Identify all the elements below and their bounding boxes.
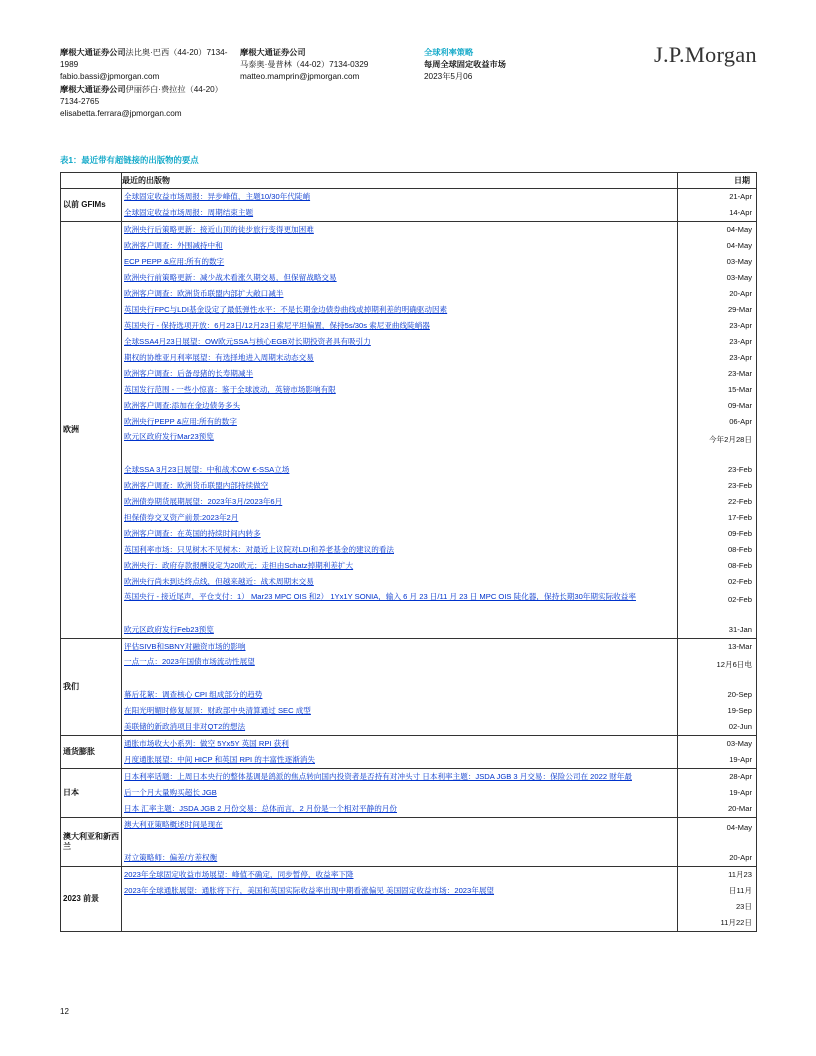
strategy-label: 全球利率策略 <box>424 48 474 57</box>
publication-link[interactable]: 全球固定收益市场周报：周期结束主题 <box>124 208 254 217</box>
publication-date: 04-May <box>726 241 752 250</box>
publication-link[interactable]: 一点一点：2023年国债市场流动性展望 <box>124 657 255 666</box>
category-cell: 2023 前景 <box>61 867 122 932</box>
publication-link[interactable]: 欧元区政府发行Mar23预览 <box>124 432 214 441</box>
publication-date: 11月23 <box>728 870 752 879</box>
publication-date: 06-Apr <box>729 417 752 426</box>
publication-link[interactable]: 对立策略师：偏差/方差权衡 <box>124 853 218 862</box>
category-cell: 我们 <box>61 639 122 736</box>
contact-block-1 <box>60 47 228 120</box>
category-cell: 澳大利亚和新西兰 <box>61 818 122 867</box>
report-name: 每周全球固定收益市场 <box>424 60 506 70</box>
publications-cell <box>122 769 678 818</box>
publications-table <box>60 172 757 932</box>
publication-link[interactable]: 欧元区政府发行Feb23预览 <box>124 625 214 634</box>
category-header <box>61 173 122 189</box>
contact-block-2 <box>240 47 415 84</box>
contact3-email[interactable]: matteo.mamprin@jpmorgan.com <box>240 72 360 82</box>
publication-link[interactable]: 欧洲客户调查：在英国的持续时间内转多 <box>124 529 261 538</box>
publications-cell <box>122 222 678 639</box>
publication-date: 23-Feb <box>727 465 752 474</box>
table-group-row <box>61 769 757 818</box>
publication-date: 31-Jan <box>728 625 752 634</box>
contact1-name: 法比奥·巴西（44-20）7134-1989 <box>60 48 228 70</box>
publication-date: 23日 <box>735 902 752 911</box>
contact3-firm: 摩根大通证券公司 <box>240 48 306 57</box>
publication-date: 03-May <box>726 739 752 748</box>
publication-date: 23-Mar <box>727 369 752 378</box>
publication-link[interactable]: 评估SIVB和SBNY对融资市场的影响 <box>124 642 246 651</box>
publication-link[interactable]: 欧洲客户调查：后备母猪的长寿期减半 <box>124 369 254 378</box>
date-header: 日期 <box>678 173 757 189</box>
publication-link[interactable]: 英国发行范围 - 一些小惊喜：鉴于全球波动，英镑市场影响有限 <box>124 385 336 394</box>
publication-date: 今年2月28日 <box>708 435 752 444</box>
publication-link[interactable]: 欧洲客户调查：欧洲货币联盟内部持续做空 <box>124 481 269 490</box>
publication-link[interactable]: 英国利率市场：只见树木不见树木：对最近上议院对LDI和养老基金的建议的看法 <box>124 545 395 554</box>
publications-cell <box>122 867 678 932</box>
publication-date: 15-Mar <box>727 385 752 394</box>
dates-cell <box>678 639 757 736</box>
publication-link[interactable]: 日本利率话题：上周日本央行的整体基调是鸽派的焦点转向国内投资者是否持有对冲头寸 日本利率主题：JSDA JGB 3 月交易：保险公司在 2022 财年最 <box>124 772 632 781</box>
dates-cell <box>678 769 757 818</box>
publication-link[interactable]: 全球SSA4月23日展望：OW欧元SSA与核心EGB对长期投资者具有吸引力 <box>124 337 371 346</box>
category-cell: 以前 GFIMs <box>61 189 122 222</box>
table-group-row <box>61 222 757 639</box>
publication-date: 日11月 <box>728 886 752 895</box>
publication-link[interactable]: ECP PEPP &应用:所有的数字 <box>124 257 225 266</box>
publication-date: 04-May <box>726 225 752 234</box>
publication-date: 11月22日 <box>720 918 752 927</box>
publication-date: 23-Apr <box>729 321 752 330</box>
publication-date: 19-Sep <box>727 706 752 715</box>
contact2-firm: 摩根大通证券公司 <box>60 84 126 94</box>
publication-date: 21-Apr <box>729 192 752 201</box>
table-group-row <box>61 736 757 769</box>
publication-link[interactable]: 欧洲央行PEPP &应用:所有的数字 <box>124 417 237 426</box>
publication-date: 20-Sep <box>727 690 752 699</box>
table-group-row <box>61 639 757 736</box>
dates-cell <box>678 818 757 867</box>
publication-date: 28-Apr <box>729 772 752 781</box>
dates-cell <box>678 189 757 222</box>
contact1-email[interactable]: fabio.bassi@jpmorgan.com <box>60 72 160 82</box>
publication-link[interactable]: 欧洲央行尚未到达终点线，但越来越近：战术周期末交易 <box>124 577 314 586</box>
publication-link[interactable]: 英国央行 - 保持选项开放：6月23日/12月23日索尼平坦偏置，保持5s/30s 索尼亚曲线陡峭器 <box>124 321 430 330</box>
publication-link[interactable]: 欧洲央行前策略更新：减少战术看涨久期交易，但保留战略交易 <box>124 273 337 282</box>
table-title: 表1：最近带有超链接的出版物的要点 <box>60 155 199 165</box>
publication-date: 09-Feb <box>727 529 752 538</box>
publication-date: 20-Apr <box>729 853 752 862</box>
publication-link[interactable]: 欧洲客户调查：欧洲货币联盟内部扩大敞口减半 <box>124 289 284 298</box>
publication-link[interactable]: 全球SSA 3月23日展望：中和战术OW €-SSA立场 <box>124 465 290 474</box>
publication-date: 08-Feb <box>727 561 752 570</box>
dates-cell <box>678 867 757 932</box>
publications-cell <box>122 736 678 769</box>
publication-date: 02-Jun <box>728 722 752 731</box>
publication-date: 02-Feb <box>727 595 752 604</box>
publication-date: 20-Mar <box>727 804 752 813</box>
publication-date: 22-Feb <box>727 497 752 506</box>
publication-link[interactable]: 担保债券交叉资产前景:2023年2月 <box>124 513 239 522</box>
publication-link[interactable]: 期权的协维亚月利率展望：有选择地进入周期末动态交易 <box>124 353 314 362</box>
report-info <box>424 47 574 84</box>
category-cell: 欧洲 <box>61 222 122 639</box>
publication-link[interactable]: 欧洲央行：政府存款报酬设定为20欧元；走担由Schatz掉期利差扩大 <box>124 561 354 570</box>
publication-date: 23-Feb <box>727 481 752 490</box>
category-cell: 通货膨胀 <box>61 736 122 769</box>
empty-line <box>122 915 677 931</box>
category-cell: 日本 <box>61 769 122 818</box>
dates-cell <box>678 736 757 769</box>
publication-link[interactable]: 通胀市场收大小系列：做空 5Yx5Y 英国 RPI 获利 <box>124 739 289 748</box>
contact1-firm: 摩根大通证券公司 <box>60 48 126 57</box>
publication-date: 20-Apr <box>729 289 752 298</box>
publication-date: 09-Mar <box>727 401 752 410</box>
table-group-row <box>61 189 757 222</box>
publication-link[interactable]: 欧洲债券期货展期展望：2023年3月/2023年6月 <box>124 497 283 506</box>
page-number: 12 <box>60 1007 69 1016</box>
table-group-row <box>61 818 757 867</box>
publication-date: 03-May <box>726 257 752 266</box>
publication-date: 14-Apr <box>729 208 752 217</box>
publication-date: 12月6日电 <box>716 660 752 669</box>
empty-line <box>122 899 677 915</box>
publication-date: 19-Apr <box>729 788 752 797</box>
publication-link[interactable]: 欧洲央行后策略更新：接近山顶的徒步旅行变得更加困难 <box>124 225 314 234</box>
publications-cell <box>122 189 678 222</box>
publication-date: 03-May <box>726 273 752 282</box>
publications-cell <box>122 818 678 867</box>
publication-date: 19-Apr <box>729 755 752 764</box>
publication-link[interactable]: 后一个月大量购买超长 JGB <box>124 788 217 797</box>
contact3-name: 马泰奥·曼普林（44-02）7134-0329 <box>240 60 369 70</box>
publication-link[interactable]: 美联储的新政消项目非对QT2的想法 <box>124 722 246 731</box>
contact2-email[interactable]: elisabetta.ferrara@jpmorgan.com <box>60 109 182 119</box>
publication-link[interactable]: 在阳光明媚时修复屋顶：财政部中央清算通过 SEC 成型 <box>124 706 311 715</box>
publication-link[interactable]: 日本 汇率主题：JSDA JGB 2 月份交易：总体而言，2 月份是一个相对平静的月份 <box>124 804 397 813</box>
publication-link[interactable]: 欧洲客户调查：外围减持中和 <box>124 241 223 250</box>
publications-header: 最近的出版物 <box>122 173 678 189</box>
publication-date: 17-Feb <box>727 513 752 522</box>
publication-link[interactable]: 澳大利亚策略概述时间是现在 <box>124 820 223 829</box>
publication-link[interactable]: 英国央行 - 接近尾声，平仓支付：1） Mar23 MPC OIS 和2） 1Yx1Y SONIA，输入 6 月 23 日/11 月 23 日 MPC OIS 陡化器，保持长期30年期实际收益率 <box>124 592 636 601</box>
publication-link[interactable]: 月度通胀展望：中间 HICP 和英国 RPI 的丰富性逐渐消失 <box>124 755 315 764</box>
publication-date: 29-Mar <box>727 305 752 314</box>
publication-date: 08-Feb <box>727 545 752 554</box>
publication-date: 23-Apr <box>729 353 752 362</box>
dates-cell <box>678 222 757 639</box>
publication-link[interactable]: 2023年全球通胀展望：通胀将下行，美国和英国实际收益率出现中期看涨偏见 美国固定收益市场：2023年展望 <box>124 886 495 895</box>
publication-date: 23-Apr <box>729 337 752 346</box>
publication-date: 02-Feb <box>727 577 752 586</box>
table-group-row <box>61 867 757 932</box>
table-header-row <box>61 173 757 189</box>
publication-date: 13-Mar <box>727 642 752 651</box>
jpmorgan-logo: J.P.Morgan <box>654 42 757 67</box>
publication-link[interactable]: 欧洲客户调查:添加在金边债务多头 <box>124 401 241 410</box>
publication-link[interactable]: 英国央行FPC与LDI基金设定了最低弹性水平：不是长期金边债券曲线或掉期利差的明确驱动因素 <box>124 305 448 314</box>
report-date: 2023年5月06 <box>424 72 473 82</box>
contact2-name: 伊丽莎白·费拉拉（44-20）7134-2765 <box>60 84 223 106</box>
publication-link[interactable]: 幕后花絮：调查核心 CPI 组成部分的趋势 <box>124 690 263 699</box>
publication-date: 04-May <box>726 823 752 832</box>
publications-cell <box>122 639 678 736</box>
publication-link[interactable]: 2023年全球固定收益市场展望：峰值不确定，同步暂停，收益率下降 <box>124 870 354 879</box>
publication-link[interactable]: 全球固定收益市场周报：异步峰值，主题10/30年代陡峭 <box>124 192 311 201</box>
